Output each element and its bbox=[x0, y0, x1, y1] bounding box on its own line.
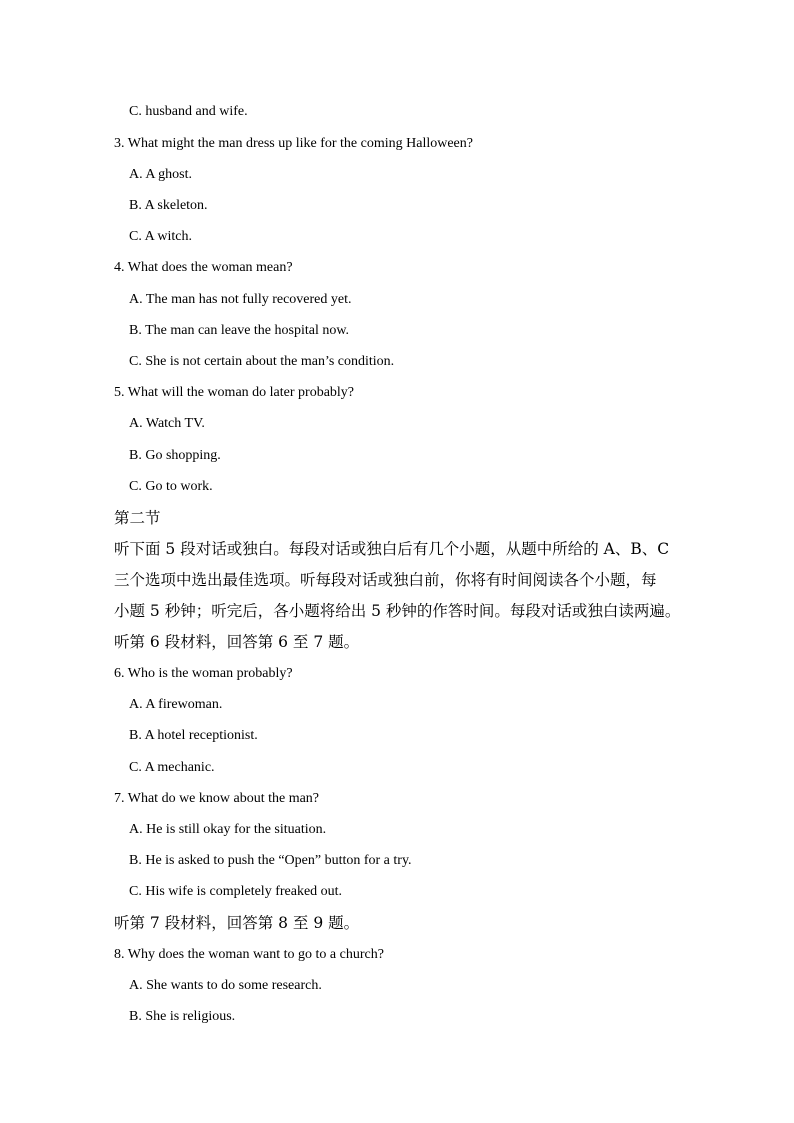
question-5-option-c: C. Go to work. bbox=[129, 479, 213, 494]
question-7: 7. What do we know about the man? bbox=[114, 791, 320, 806]
question-5-option-a: A. Watch TV. bbox=[129, 416, 205, 431]
question-5-option-b: B. Go shopping. bbox=[129, 448, 221, 463]
question-8-option-b: B. She is religious. bbox=[129, 1009, 236, 1024]
question-7-option-c: C. His wife is completely freaked out. bbox=[129, 884, 343, 899]
question-2-option-c: C. husband and wife. bbox=[129, 104, 248, 119]
material-6-instruction: 听第 6 段材料，回答第 6 至 7 题。 bbox=[114, 633, 360, 651]
question-6: 6. Who is the woman probably? bbox=[114, 666, 293, 681]
question-4-option-c: C. She is not certain about the man’s condition. bbox=[129, 354, 395, 369]
section-instructions-line-3: 小题 5 秒钟；听完后，各小题将给出 5 秒钟的作答时间。每段对话或独白读两遍。 bbox=[114, 602, 681, 620]
question-8: 8. Why does the woman want to go to a church? bbox=[114, 947, 384, 962]
material-7-instruction: 听第 7 段材料，回答第 8 至 9 题。 bbox=[114, 914, 360, 932]
question-3-option-b: B. A skeleton. bbox=[129, 198, 208, 213]
question-4: 4. What does the woman mean? bbox=[114, 260, 293, 275]
section-instructions-line-2: 三个选项中选出最佳选项。听每段对话或独白前，你将有时间阅读各个小题，每 bbox=[114, 571, 657, 589]
question-6-option-a: A. A firewoman. bbox=[129, 697, 223, 712]
question-4-option-a: A. The man has not fully recovered yet. bbox=[129, 292, 352, 307]
question-3: 3. What might the man dress up like for the coming Halloween? bbox=[114, 136, 473, 151]
question-4-option-b: B. The man can leave the hospital now. bbox=[129, 323, 350, 338]
question-8-option-a: A. She wants to do some research. bbox=[129, 978, 322, 993]
question-7-option-b: B. He is asked to push the “Open” button for a try. bbox=[129, 853, 412, 868]
section-instructions-line-1: 听下面 5 段对话或独白。每段对话或独白后有几个小题，从题中所给的 A、B、C bbox=[114, 540, 670, 558]
question-5: 5. What will the woman do later probably? bbox=[114, 385, 355, 400]
question-6-option-c: C. A mechanic. bbox=[129, 760, 215, 775]
question-6-option-b: B. A hotel receptionist. bbox=[129, 728, 258, 743]
question-3-option-a: A. A ghost. bbox=[129, 167, 193, 182]
section-heading: 第二节 bbox=[114, 509, 161, 527]
question-7-option-a: A. He is still okay for the situation. bbox=[129, 822, 327, 837]
question-3-option-c: C. A witch. bbox=[129, 229, 193, 244]
